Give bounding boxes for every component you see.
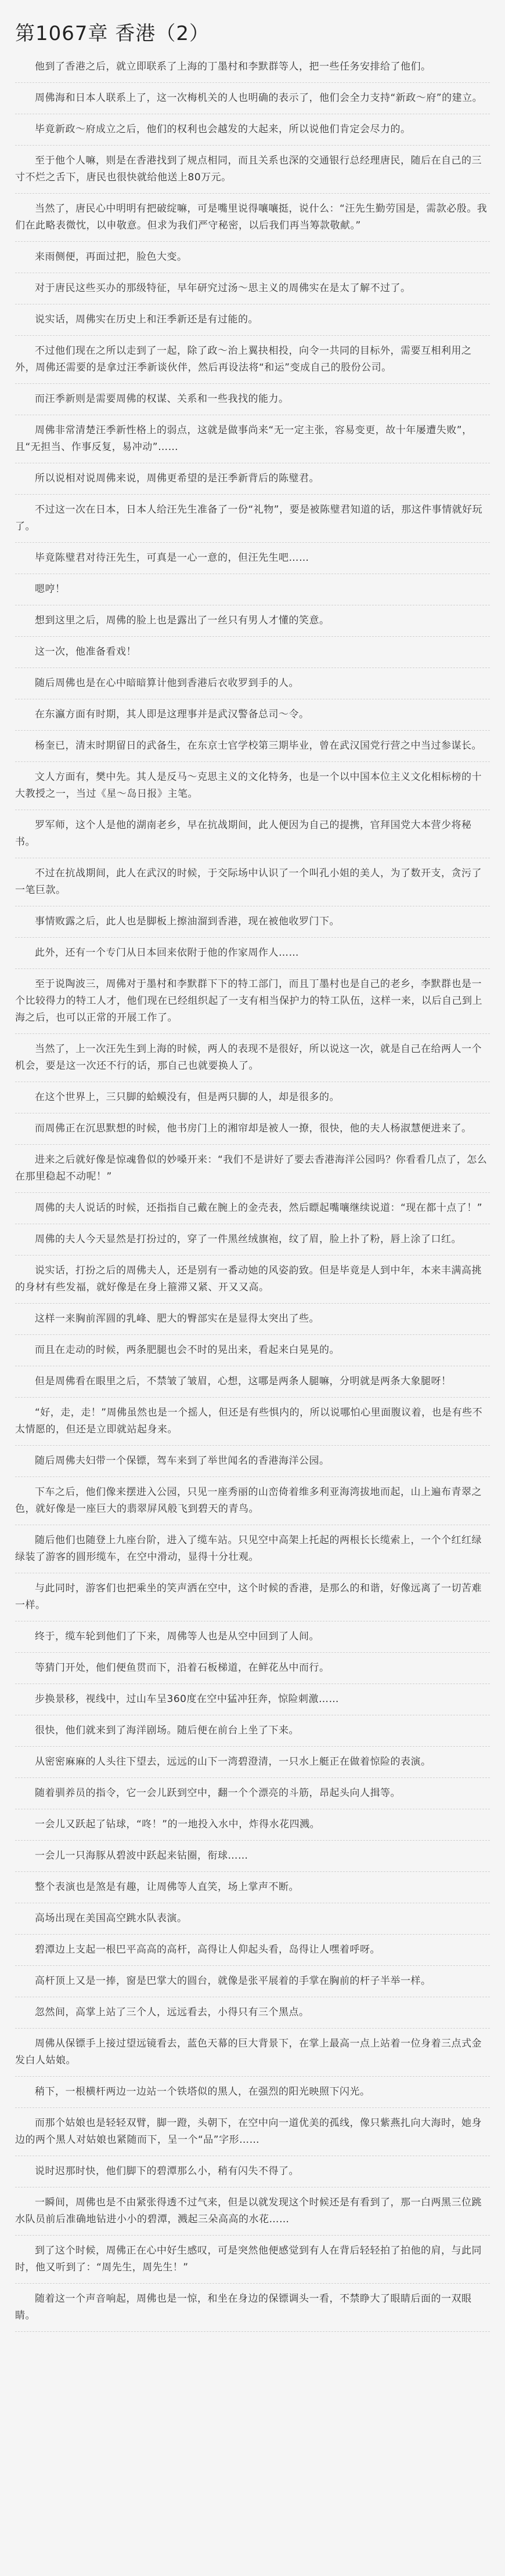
paragraph: 所以说相对说周佛来说，周佛更希望的是汪季新背后的陈璧君。 xyxy=(15,470,490,495)
paragraph: 随后周佛也是在心中暗暗算计他到香港后衣收罗到手的人。 xyxy=(15,675,490,699)
paragraph: 一瞬间，周佛也是不由紧张得透不过气来，但是以就发现这个时候还是有看到了，那一白两黑三位跳水队员前后准确地钻进小小的碧潭，溅起三朵高高的水花…… xyxy=(15,2194,490,2236)
paragraph: 忽然间，高掌上站了三个人，远远看去，小得只有三个黑点。 xyxy=(15,2004,490,2029)
paragraph: 说实话，打扮之后的周佛夫人，还是别有一番动她的风姿韵致。但是毕竟是人到中年，本来丰满高挑的身材有些发福，就好像是在身上箍滞又紧、开又又高。 xyxy=(15,1262,490,1304)
paragraph: 从密密麻麻的人头往下望去，远远的山下一湾碧澄清，一只水上艇正在做着惊险的表演。 xyxy=(15,1754,490,1778)
paragraph: 罗军师，这个人是他的湖南老乡，早在抗战期间，此人便因为自己的提携，官拜国党大本营少将秘书。 xyxy=(15,817,490,858)
paragraph: 到了这个时候，周佛正在心中好生感叹，可是突然他便感觉到有人在背后轻轻拍了拍他的肩，与此同时，他又听到了：“周先生，周先生！” xyxy=(15,2243,490,2284)
paragraph: “好，走，走！”周佛虽然也是一个摇人，但还是有些惧内的，所以说哪怕心里面腹议着，也是有些不太情愿的，但还是立即就站起身来。 xyxy=(15,1405,490,1446)
paragraph: 随着驯养员的指令，它一会儿跃到空中，翻一个个漂亮的斗筋，昂起头向人揖等。 xyxy=(15,1785,490,1809)
paragraph: 对于唐民这些买办的那级特征，早年研究过汤～思主义的周佛实在是太了解不过了。 xyxy=(15,280,490,304)
chapter-body xyxy=(15,59,490,2332)
paragraph: 碧潭边上支起一根巴平高高的高杆，高得让人仰起头看，岛得让人嘿着呼呀。 xyxy=(15,1942,490,1966)
paragraph: 想到这里之后，周佛的脸上也是露出了一丝只有男人才懂的笑意。 xyxy=(15,612,490,637)
paragraph: 高场出现在美国高空跳水队表演。 xyxy=(15,1910,490,1935)
paragraph: 事情败露之后，此人也是脚板上擦油溜到香港，现在被他收罗门下。 xyxy=(15,913,490,938)
paragraph: 而且在走动的时候，两条肥腿也会不时的晃出来，看起来白晃晃的。 xyxy=(15,1342,490,1366)
paragraph: 在东瀛方面有时期，其人即是这理事并是武汉警备总司～令。 xyxy=(15,706,490,731)
paragraph: 不过这一次在日本，日本人给汪先生准备了一份“礼物”，要是被陈璧君知道的话，那这件事情就好玩了。 xyxy=(15,502,490,543)
chapter-title: 第1067章 香港（2） xyxy=(15,22,210,45)
paragraph: 高杆顶上又是一捧，窗是巴掌大的圆台，就像是张平展着的手掌在胸前的杆子半举一样。 xyxy=(15,1973,490,1997)
paragraph: 而汪季新则是需要周佛的权谋、关系和一些我找的能力。 xyxy=(15,391,490,415)
paragraph: 与此同时，游客们也把乘坐的笑声洒在空中，这个时候的香港，是那么的和谐，好像远离了一切苦难一样。 xyxy=(15,1580,490,1621)
paragraph: 他到了香港之后，就立即联系了上海的丁墨村和李默群等人，把一些任务安排给了他们。 xyxy=(15,59,490,83)
paragraph: 说实话，周佛实在历史上和汪季新还是有过能的。 xyxy=(15,311,490,336)
paragraph: 杨奎已，清末时期留日的武备生，在东京士官学校第三期毕业，曾在武汉国党行营之中当过参谋长。 xyxy=(15,738,490,762)
paragraph: 一会儿又跃起了钻球，“咚！”的一地投入水中，炸得水花四溅。 xyxy=(15,1816,490,1841)
paragraph: 终于，缆车轮到他们了下来，周佛等人也是从空中回到了人间。 xyxy=(15,1628,490,1653)
paragraph: 文人方面有，樊中先。其人是反马～克思主义的文化特务，也是一个以中国本位主义文化相标榜的十大教授之一，当过《星～岛日报》主笔。 xyxy=(15,769,490,810)
paragraph: 下车之后，他们像来摆进入公园，只见一座秀丽的山峦倚着维多利亚海湾拔地而起，山上遍布青翠之色，就好像是一座巨大的翡翠屏风般飞到碧天的青鸟。 xyxy=(15,1484,490,1525)
paragraph: 毕竟新政～府成立之后，他们的权利也会越发的大起来，所以说他们肯定会尽力的。 xyxy=(15,121,490,146)
paragraph: 嗯哼！ xyxy=(15,581,490,605)
paragraph: 周佛非常清楚汪季新性格上的弱点，这就是做事尚来“无一定主张，容易变更，故十年屡遭失败”，且“无担当、作事反复，易冲动”…… xyxy=(15,422,490,463)
paragraph: 等猜门开处，他们便鱼贯而下，沿着石板梯道，在鲜花丛中而行。 xyxy=(15,1660,490,1684)
paragraph: 此外，还有一个专门从日本回来依附于他的作家周作人…… xyxy=(15,945,490,969)
paragraph: 周佛海和日本人联系上了，这一次梅机关的人也明确的表示了，他们会全力支持“新政～府”的建立。 xyxy=(15,90,490,114)
paragraph: 说时迟那时快，他们脚下的碧潭那么小，稍有闪失不得了。 xyxy=(15,2163,490,2187)
paragraph: 当然了，唐民心中明明有把破绽嘛，可是嘴里说得嚷嚷挺，说什么：“汪先生勤劳国是，需款必殷。我们在此略表微忱，以申敬意。但求为我们严守秘密，以后我们再当筹款敬献。” xyxy=(15,201,490,242)
paragraph: 而那个姑娘也是轻轻双臂，脚一蹬，头朝下，在空中向一道优美的孤线，像只紫燕扎向大海时，她身边的两个黑人对姑娘也紧随而下，呈一个“品”字形…… xyxy=(15,2115,490,2156)
paragraph: 周佛的夫人说话的时候，还指指自己戴在腕上的金壳表，然后瞟起嘴嚷继续说道：“现在都十点了！” xyxy=(15,1200,490,1224)
paragraph: 稍下，一根横杆两边一边站一个铁塔似的黑人，在强烈的阳光映照下闪光。 xyxy=(15,2084,490,2108)
paragraph: 周佛的夫人今天显然是打扮过的，穿了一件黑丝绒旗袍，纹了眉，脸上扑了粉，唇上涂了口红。 xyxy=(15,1231,490,1256)
paragraph: 周佛从保镖手上接过望远镜看去，蓝色天幕的巨大背景下，在掌上最高一点上站着一位身着三点式金发白人姑娘。 xyxy=(15,2036,490,2077)
paragraph: 来雨侧便，再面过把，脸色大变。 xyxy=(15,249,490,273)
paragraph: 随后他们也随登上九座台阶，进入了缆车站。只见空中高架上托起的两根长长缆索上，一个个红红绿绿装了游客的圆形缆车，在空中滑动，显得十分壮观。 xyxy=(15,1532,490,1573)
paragraph: 而周佛正在沉思默想的时候，他书房门上的湘帘却是被人一撩，很快，他的夫人杨淑慧便进来了。 xyxy=(15,1120,490,1145)
paragraph: 当然了，上一次汪先生到上海的时候，两人的表现不是很好，所以说这一次，就是自己在给两人一个机会，要是这一次还不行的话，那自己也就要换人了。 xyxy=(15,1041,490,1082)
paragraph: 毕竟陈璧君对待汪先生，可真是一心一意的，但汪先生吧…… xyxy=(15,550,490,574)
paragraph: 进来之后就好像是惊魂鲁似的妙嗓开来：“我们不是讲好了要去香港海洋公园吗？你看看几点了，怎么在那里稳起不动呢！” xyxy=(15,1152,490,1193)
paragraph: 至于说陶波三，周佛对于墨村和李默群下下的特工部门，而且丁墨村也是自己的老乡，李默群也是一个比较得力的特工人才，他们现在已经组织起了一支有相当保护力的特工队伍，这样一来，以后自己到上海之后，也可以正常的开展工作了。 xyxy=(15,976,490,1034)
paragraph: 但是周佛看在眼里之后，不禁皱了皱眉，心想，这哪是两条人腿嘛，分明就是两条大象腿呀！ xyxy=(15,1373,490,1398)
paragraph: 这一次，他准备看戏！ xyxy=(15,644,490,668)
paragraph: 不过在抗战期间，此人在武汉的时候，于交际场中认识了一个叫孔小姐的美人，为了数开支，贪污了一笔巨款。 xyxy=(15,865,490,906)
paragraph: 步换景移，视线中，过山车呈360度在空中猛冲狂奔，惊险刺激…… xyxy=(15,1691,490,1715)
paragraph: 很快，他们就来到了海洋剧场。随后便在前台上坐了下来。 xyxy=(15,1722,490,1747)
paragraph: 不过他们现在之所以走到了一起，除了政～治上翼抉相投，向令一共同的目标外，需要互相利用之外，周佛还需要的是拿过汪季新谈伙伴，然后再设法将“和运”变成自己的股份公司。 xyxy=(15,343,490,384)
paragraph: 这样一来胸前浑圆的乳峰、肥大的臀部实在是显得太突出了些。 xyxy=(15,1311,490,1335)
paragraph: 整个表演也是煞是有趣，让周佛等人直笑，场上掌声不断。 xyxy=(15,1879,490,1903)
paragraph: 在这个世界上，三只脚的蛤蟆没有，但是两只脚的人，却是很多的。 xyxy=(15,1089,490,1113)
paragraph: 至于他个人嘛，则是在香港找到了规点相同，而且关系也深的交通银行总经理唐民，随后在自己的三寸不烂之舌下，唐民也很快就给他送上80万元。 xyxy=(15,153,490,194)
paragraph: 一会儿一只海豚从碧波中跃起来钻圈，衔球…… xyxy=(15,1848,490,1872)
paragraph: 随着这一个声音响起，周佛也是一惊，和坐在身边的保镖调头一看，不禁睁大了眼睛后面的一双眼睛。 xyxy=(15,2291,490,2332)
paragraph: 随后周佛夫妇带一个保镖，驾车来到了举世闻名的香港海洋公园。 xyxy=(15,1453,490,1477)
